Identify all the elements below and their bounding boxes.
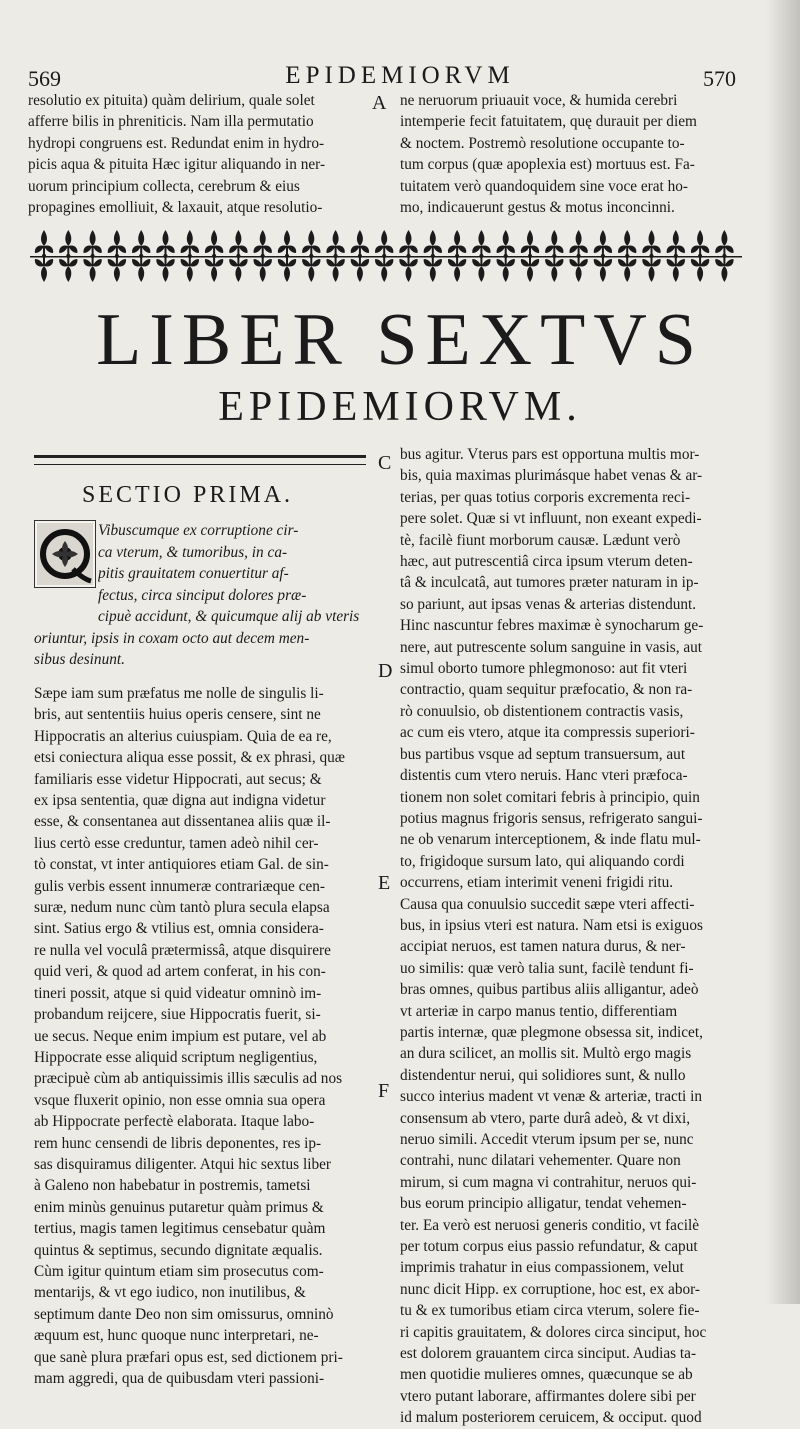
decorated-initial-q bbox=[34, 520, 96, 588]
text-line: contractio, quam sequitur præfocatio, & non ra- bbox=[400, 681, 693, 699]
text-line: ex ipsa sententia, quæ digna aut indigna videtur bbox=[34, 792, 326, 810]
text-line: accipiat neruos, est tamen natura durus, & ner- bbox=[400, 938, 686, 956]
text-line: an dura scilicet, an mollis sit. Multò ergo magis bbox=[400, 1045, 692, 1063]
text-line: præcipuè cùm ab antiquissimis illis sæculis ad nos bbox=[34, 1070, 343, 1088]
text-line: id malum posteriorem ceruicem, & occiput. quod bbox=[400, 1409, 702, 1427]
text-line: partis internæ, quæ plegmone obsessa sit, indicet, bbox=[400, 1023, 703, 1041]
right-page-number: 570 bbox=[703, 66, 736, 91]
text-line: mirum, si cum magna vi contrahitur, neruos qui- bbox=[400, 1173, 697, 1191]
body-left-column bbox=[34, 683, 370, 1389]
text-line: sas disquiramus diligenter. Atqui hic sextus liber bbox=[34, 1155, 331, 1173]
text-line: esse, & consentanea aut dissentanea aliis quæ il- bbox=[34, 813, 331, 831]
margin-letter-e: E bbox=[378, 872, 391, 894]
text-line: tertius, magis tamen legitimus censebatur quàm bbox=[34, 1220, 326, 1238]
text-line: tineri possit, atque si quid videatur omninò im- bbox=[34, 984, 322, 1002]
text-line: uo similis: quæ verò talia sunt, facilè tendunt fi- bbox=[400, 959, 694, 977]
text-line: Hippocratis an alterius cuiuspiam. Quia de ea re, bbox=[34, 727, 332, 745]
text-line: propagines emolliuit, & laxauit, atque resolutio- bbox=[28, 199, 323, 217]
text-line: mentarijs, & vt ego iudico, non inutilibus, & bbox=[34, 1284, 306, 1302]
section-rule bbox=[34, 455, 366, 465]
text-line: enim minùs genuinus putaretur quàm primus & bbox=[34, 1198, 324, 1216]
top-left-column bbox=[28, 90, 368, 218]
text-line: ac cum eis vtero, atque ita compressis superiori- bbox=[400, 724, 695, 742]
text-line: terias, per quas totius corporis excrementa reci- bbox=[400, 488, 691, 506]
argument-line: ca vterum, & tumoribus, in ca- bbox=[98, 543, 288, 561]
argument-line: cipuè accidunt, & quicumque alij ab vteris bbox=[98, 608, 360, 625]
text-line: tionem non solet comitari febris à principio, quin bbox=[400, 788, 700, 806]
text-line: bus partibus vsque ad septum transuersum, aut bbox=[400, 745, 686, 763]
text-line: men quotidie mulieres omnes, quæcunque se ab bbox=[400, 1366, 693, 1384]
text-line: vtero putant laborare, affirmantes dolere sibi per bbox=[400, 1387, 696, 1405]
text-line: tu & ex tumoribus etiam circa vterum, solere fie- bbox=[400, 1302, 700, 1320]
text-line: bris, aut sententiis huius operis censere, sint ne bbox=[34, 706, 321, 724]
text-line: to, frigidoque sursum lato, qui aliquando cordi bbox=[400, 852, 685, 870]
text-line: bus agitur. Vterus pars est opportuna multis mor- bbox=[400, 446, 700, 463]
left-page-number: 569 bbox=[28, 66, 61, 91]
text-line: nere, aut putrescente solum sanguine in vasis, aut bbox=[400, 638, 703, 656]
text-line: Causa qua conuulsio succedit sæpe vteri affecti- bbox=[400, 895, 695, 913]
text-line: rem hunc censendi de libris deponentes, res ip- bbox=[34, 1134, 322, 1152]
text-line: bus, in ipsius vteri est natura. Nam etsi is exiguos bbox=[400, 916, 703, 934]
text-line: ue secus. Neque enim impium est putare, vel ab bbox=[34, 1027, 327, 1045]
text-line: quid veri, & quod ad artem conferat, in his con- bbox=[34, 963, 326, 981]
running-head: EPIDEMIORVM bbox=[285, 62, 515, 89]
text-line: æquum est, hunc quoque nunc interpretari, ne- bbox=[34, 1327, 319, 1345]
text-line: probandum reijcere, siue Hippocratis fuerit, si- bbox=[34, 1006, 321, 1024]
argument-line: sibus desinunt. bbox=[34, 651, 125, 668]
text-line: vsque fluxerit opinio, non esse omnia sua opera bbox=[34, 1091, 326, 1109]
text-line: consensum ab vtero, parte durâ adeò, & vt dixi, bbox=[400, 1109, 691, 1127]
section-heading: SECTIO PRIMA. bbox=[82, 482, 294, 508]
text-line: potius magnus frigoris sensus, refrigerato sangui- bbox=[400, 809, 703, 827]
fleuron-border bbox=[30, 226, 742, 288]
text-line: ne neruorum priuauit voce, & humida cerebri bbox=[400, 92, 678, 109]
body-right-column bbox=[400, 444, 740, 1429]
text-line: Cùm igitur quintum etiam sim prosecutus com- bbox=[34, 1262, 324, 1280]
argument-line: pitis grauitatem conuertitur af- bbox=[98, 565, 289, 582]
text-line: tâ & inculcatâ, aut tumores præter naturam in ip- bbox=[400, 574, 699, 592]
text-line: picis aqua & pituita Hæc igitur aliquando in ner- bbox=[28, 156, 326, 174]
text-line: quintus & septimus, secundo dignitate æqualis. bbox=[34, 1241, 323, 1259]
text-line: Hinc nascuntur febres maximæ è synocharum ge- bbox=[400, 617, 704, 635]
text-line: gulis verbis essent innumeræ contrariæque cen- bbox=[34, 877, 325, 895]
text-line: hydropi congruens est. Redundat enim in hydro- bbox=[28, 134, 325, 152]
book-subtitle: EPIDEMIORVM. bbox=[218, 384, 582, 430]
text-line: afferre bilis in phreniticis. Nam illa permutatio bbox=[28, 113, 314, 131]
text-line: Hippocrate esse aliquid scriptum negligentius, bbox=[34, 1048, 318, 1066]
text-line: lius certò esse creduntur, tamen adeò nihil cer- bbox=[34, 834, 319, 852]
text-line: uorum principium collecta, cerebrum & eius bbox=[28, 177, 300, 195]
text-line: ab Hippocrate perfectè elaborata. Itaque labo- bbox=[34, 1113, 315, 1131]
text-line: distendentur nerui, qui solidiores sunt, & nullo bbox=[400, 1066, 686, 1084]
text-line: succo interius madent vt venæ & arteriæ, tracti in bbox=[400, 1088, 703, 1106]
text-line: familiaris esse videtur Hippocrati, aut secus; & bbox=[34, 770, 322, 788]
text-line: re nulla vel voculâ prætermissâ, atque disquirere bbox=[34, 941, 331, 959]
argument-line: fectus, circa sinciput dolores præ- bbox=[98, 586, 307, 604]
text-line: intemperie fecit fatuitatem, quę durauit per diem bbox=[400, 113, 697, 131]
margin-letter-d: D bbox=[378, 660, 393, 682]
argument-line: oriuntur, ipsis in coxam octo aut decem men- bbox=[34, 629, 310, 647]
text-line: hæc, aut putrescentiâ circa ipsum vterum deten- bbox=[400, 553, 693, 571]
text-line: resolutio ex pituita) quàm delirium, quale solet bbox=[28, 92, 315, 109]
margin-letter-c: C bbox=[378, 452, 392, 474]
margin-letter-a: A bbox=[372, 92, 387, 114]
text-line: imprimis trahatur in eius compassionem, velut bbox=[400, 1259, 684, 1277]
text-line: Sæpe iam sum præfatus me nolle de singulis li- bbox=[34, 685, 324, 702]
text-line: est dolorem grauantem circa sinciput. Audias ta- bbox=[400, 1345, 697, 1363]
text-line: bras omnes, quibus partibus aliis alligantur, adeò bbox=[400, 981, 699, 999]
text-line: suræ, nedum nunc cùm tantò plura secula elapsa bbox=[34, 899, 330, 917]
text-line: contrahi, nunc dilatari vehementer. Quare non bbox=[400, 1152, 681, 1170]
text-line: mo, indicauerunt gestus & motus inconcinni. bbox=[400, 199, 675, 217]
text-line: so pariunt, aut ipsas venas & arterias distendunt. bbox=[400, 595, 697, 613]
text-line: simul oborto tumore phlegmonoso: aut fit vteri bbox=[400, 660, 688, 678]
binding-shadow bbox=[766, 0, 800, 1304]
text-line: que sanè plura præfari opus est, sed dictionem pri- bbox=[34, 1348, 343, 1366]
top-right-column bbox=[400, 90, 740, 218]
text-line: à Galeno non habebatur in postremis, tametsi bbox=[34, 1177, 311, 1195]
text-line: etsi coniectura aliqua esse possit, & ex phrasi, quæ bbox=[34, 749, 345, 767]
argument-line: Vibuscumque ex corruptione cir- bbox=[98, 522, 299, 539]
text-line: ter. Ea verò est neruosi generis conditio, vt facilè bbox=[400, 1216, 700, 1234]
text-line: septimum dante Deo non sim omissurus, omninò bbox=[34, 1305, 334, 1323]
text-line: pere solet. Quæ si vt influunt, non exeant expedi- bbox=[400, 510, 702, 528]
text-line: distentis cum vtero neruis. Hanc vteri præfoca- bbox=[400, 767, 688, 785]
text-line: bus eorum principio alligatur, tendat vehemen- bbox=[400, 1195, 687, 1213]
text-line: nunc dicit Hipp. ex corruptione, hoc est, ex abor- bbox=[400, 1280, 701, 1298]
text-line: ne ob venarum interceptionem, & inde flatu mul- bbox=[400, 831, 701, 849]
section-argument bbox=[34, 520, 370, 671]
text-line: vt arteriæ in carpo manus tentio, differentiam bbox=[400, 1002, 678, 1020]
text-line: & noctem. Postremò resolutione occupante to- bbox=[400, 134, 685, 152]
text-line: occurrens, etiam interimit veneni frigidi ritu. bbox=[400, 874, 674, 892]
text-line: tò constat, vt inter antiquiores etiam Gal. de sin- bbox=[34, 856, 329, 874]
book-title: LIBER SEXTVS bbox=[96, 299, 704, 381]
text-line: tuitatem verò quandoquidem sine voce erat ho- bbox=[400, 177, 688, 195]
text-line: bis, quia maximas plurimásque habet venas & ar- bbox=[400, 467, 703, 485]
text-line: neruo simili. Accedit vterum ipsum per se, nunc bbox=[400, 1131, 694, 1148]
text-line: per totum corpus eius passio refundatur, & caput bbox=[400, 1238, 698, 1256]
text-line: rò conuulsio, ob distentionem contractis vasis, bbox=[400, 702, 684, 720]
margin-letter-f: F bbox=[378, 1080, 390, 1102]
text-line: tum corpus (quæ apoplexia est) mortuus est. Fa- bbox=[400, 156, 695, 174]
text-line: mam aggredi, qua de quibusdam vteri passioni- bbox=[34, 1370, 325, 1387]
text-line: ri capitis grauitatem, & dolores circa sinciput, hoc bbox=[400, 1323, 707, 1341]
text-line: tè, facilè fiunt morborum causæ. Lædunt verò bbox=[400, 531, 681, 549]
text-line: sint. Satius ergo & vtilius est, omnia considera- bbox=[34, 920, 324, 938]
